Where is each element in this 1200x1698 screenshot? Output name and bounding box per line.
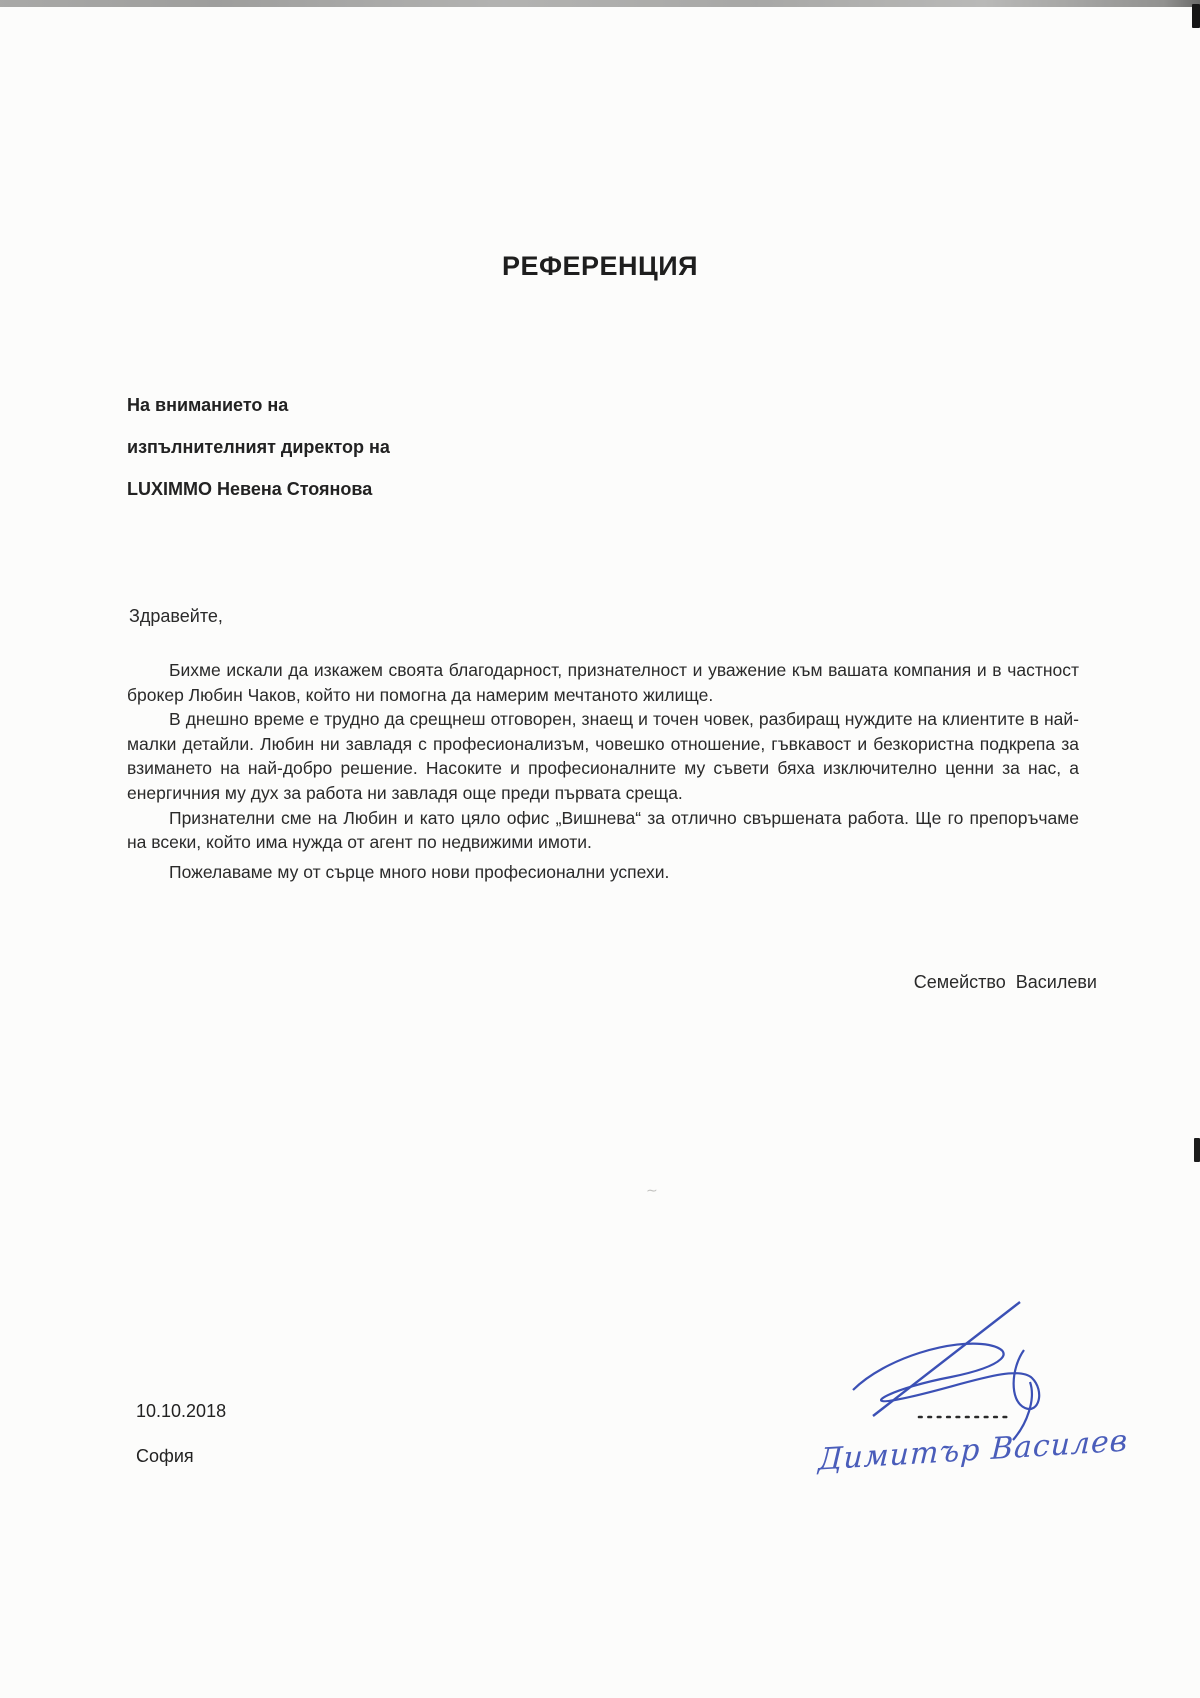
city: София [136,1446,194,1466]
scan-artifact-top-stripe [0,0,1200,7]
document-title: РЕФЕРЕНЦИЯ [501,251,699,281]
recipient-line-3: LUXIMMO Невена Стоянова [127,479,373,499]
recipient-line-1: На вниманието на [127,395,289,415]
scan-artifact-corner-mark [1192,4,1200,28]
recipient-line-2: изпълнителният директор на [127,437,390,457]
greeting: Здравейте, [129,606,223,626]
handwritten-name: Димитър Василев [817,1423,1129,1478]
signoff-family-name: Семейство Василеви [913,972,1097,992]
paragraph-3: Признателни сме на Любин и като цяло офис „Вишнева“ за отлично свършената работа. Ще го препоръчаме на всеки, който има нужда от агент по недвижими имоти. [127,807,1079,853]
date: 10.10.2018 [136,1401,227,1421]
recipient-block [127,395,390,521]
letter-body [127,658,1079,884]
paragraph-2: В днешно време е трудно да срещнеш отговорен, знаещ и точен човек, разбиращ нуждите на клиентите в най-малки детайли. Любин ни завладя с професионализъм, човешко отношение, гъвкавост и безкористна подкрепа за взимането на най-добро решение. Насоките и професионалните му съвети бяха изключително ценни за нас, а енергичния му дух за работа ни завладя още преди първата среща. [127,709,1079,803]
scan-artifact-squiggle: ∼ [646,1182,658,1198]
scan-artifact-right-dash [1194,1138,1200,1162]
paragraph-4: Пожелаваме му от сърце много нови професионални успехи. [169,861,670,882]
handwritten-signature-flourish [833,1296,1077,1448]
paragraph-1: Бихме искали да изкажем своята благодарност, признателност и уважение към вашата компания и в частност брокер Любин Чаков, който ни помогна да намерим мечтаното жилище. [127,660,1079,705]
